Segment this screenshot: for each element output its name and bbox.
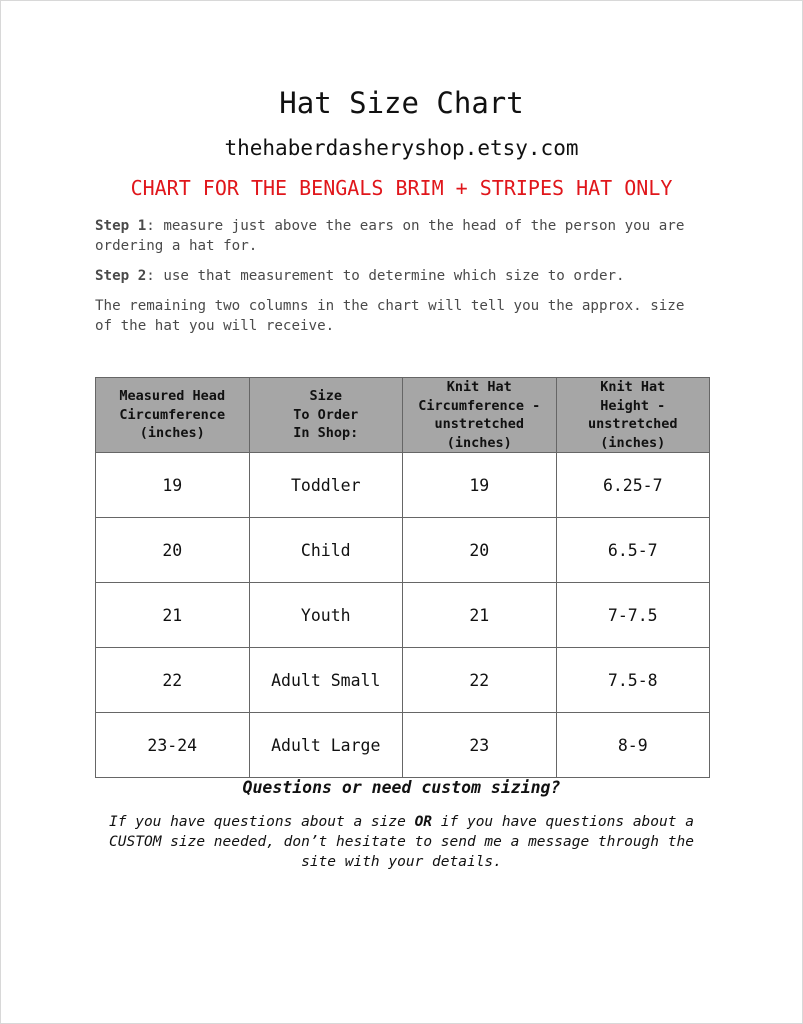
cell-head-circumference: 23-24 [96, 713, 250, 778]
cell-hat-circumference: 20 [403, 518, 557, 583]
cell-size: Child [249, 518, 403, 583]
header-knit-hat-circumference: Knit Hat Circumference - unstretched (inches) [403, 378, 557, 453]
cell-hat-height: 6.5-7 [556, 518, 710, 583]
shop-url: thehaberdasheryshop.etsy.com [224, 136, 579, 160]
step-1 [95, 216, 705, 256]
note-or-emphasis: OR [414, 814, 433, 830]
cell-hat-circumference: 21 [403, 583, 557, 648]
cell-head-circumference: 21 [96, 583, 250, 648]
table-row [96, 518, 710, 583]
cell-hat-circumference: 22 [403, 648, 557, 713]
chart-notice: CHART FOR THE BENGALS BRIM + STRIPES HAT ONLY [130, 176, 673, 200]
step-1-text: : measure just above the ears on the head of the person you are ordering a hat for. [95, 218, 685, 254]
header-measured-head: Measured Head Circumference (inches) [96, 378, 250, 453]
table-row [96, 713, 710, 778]
table-header-row [96, 378, 710, 453]
cell-head-circumference: 19 [96, 453, 250, 518]
cell-hat-circumference: 19 [403, 453, 557, 518]
step-2-text: : use that measurement to determine which size to order. [146, 268, 625, 284]
cell-head-circumference: 20 [96, 518, 250, 583]
cell-size: Adult Large [249, 713, 403, 778]
cell-hat-height: 8-9 [556, 713, 710, 778]
header-size-to-order: Size To Order In Shop: [249, 378, 403, 453]
custom-sizing-note: If you have questions about a size OR if you have questions about a CUSTOM size needed, don’t hesitate to send me a message through the site with your details. [109, 814, 694, 870]
remaining-columns-note: The remaining two columns in the chart will tell you the approx. size of the hat you will receive. [95, 298, 685, 334]
table-row [96, 453, 710, 518]
step-2-label: Step 2 [95, 268, 147, 284]
step-2 [95, 266, 705, 286]
size-chart-table [95, 377, 710, 778]
header-knit-hat-height: Knit Hat Height - unstretched (inches) [556, 378, 710, 453]
questions-heading: Questions or need custom sizing? [242, 778, 561, 797]
cell-hat-height: 7.5-8 [556, 648, 710, 713]
cell-head-circumference: 22 [96, 648, 250, 713]
table-row [96, 583, 710, 648]
page-title: Hat Size Chart [279, 86, 524, 120]
cell-size: Youth [249, 583, 403, 648]
table-row [96, 648, 710, 713]
step-1-label: Step 1 [95, 218, 147, 234]
cell-hat-height: 6.25-7 [556, 453, 710, 518]
cell-hat-height: 7-7.5 [556, 583, 710, 648]
cell-size: Toddler [249, 453, 403, 518]
cell-hat-circumference: 23 [403, 713, 557, 778]
cell-size: Adult Small [249, 648, 403, 713]
